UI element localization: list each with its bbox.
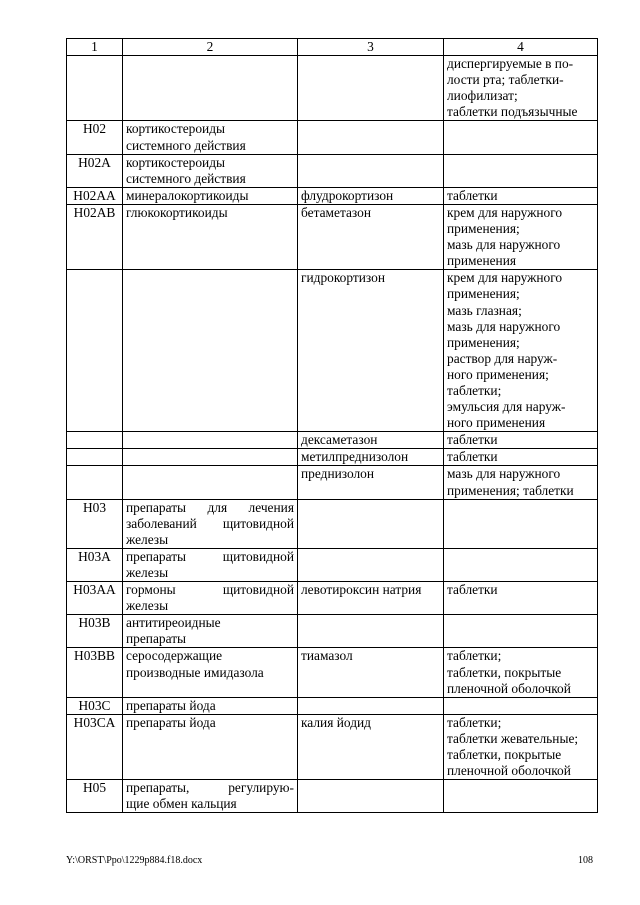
table-row bbox=[67, 432, 598, 449]
table-row bbox=[67, 697, 598, 714]
footer-file-path: Y:\ORST\Ppo\1229p884.f18.docx bbox=[66, 855, 203, 866]
group-name-cell-text: кортикостероиды системного действия bbox=[126, 121, 246, 153]
atc-code-cell bbox=[67, 780, 123, 813]
atc-code-cell-text: H05 bbox=[82, 780, 107, 796]
group-name-cell-text: препараты для лечения заболеваний щитовидной железы bbox=[126, 499, 294, 547]
table-row bbox=[67, 582, 598, 615]
dosage-form-cell-text: крем для наружного применения; мазь глазная; мазь для наружного применения; раствор для наруж- ного применения; таблетки; эмульсия для наруж- ного применения bbox=[447, 270, 566, 431]
drug-table bbox=[66, 38, 598, 813]
drug-name-cell bbox=[298, 204, 444, 269]
table-body bbox=[67, 56, 598, 813]
group-name-cell bbox=[123, 449, 298, 466]
drug-name-cell bbox=[298, 697, 444, 714]
atc-code-cell bbox=[67, 582, 123, 615]
dosage-form-cell-text: таблетки bbox=[447, 582, 498, 598]
dosage-form-cell bbox=[444, 466, 598, 499]
atc-code-cell bbox=[67, 648, 123, 697]
atc-code-cell bbox=[67, 56, 123, 121]
atc-code-cell-text: H03AA bbox=[73, 582, 116, 598]
group-name-cell-text: препараты йода bbox=[126, 714, 216, 730]
atc-code-cell bbox=[67, 615, 123, 648]
group-name-cell bbox=[123, 466, 298, 499]
dosage-form-cell bbox=[444, 56, 598, 121]
drug-name-cell-text: гидрокортизон bbox=[301, 270, 385, 286]
drug-name-cell-text: дексаметазон bbox=[301, 432, 378, 448]
group-name-cell bbox=[123, 714, 298, 779]
table-row bbox=[67, 449, 598, 466]
dosage-form-cell-text: таблетки bbox=[447, 187, 498, 203]
table-row bbox=[67, 499, 598, 548]
group-name-cell bbox=[123, 615, 298, 648]
group-name-cell bbox=[123, 432, 298, 449]
atc-code-cell bbox=[67, 432, 123, 449]
group-name-cell bbox=[123, 582, 298, 615]
drug-name-cell-text: бетаметазон bbox=[301, 204, 371, 220]
atc-code-cell bbox=[67, 154, 123, 187]
group-name-cell-text: препараты щитовидной железы bbox=[126, 548, 294, 580]
drug-name-cell bbox=[298, 548, 444, 581]
group-name-cell bbox=[123, 154, 298, 187]
atc-code-cell bbox=[67, 697, 123, 714]
atc-code-cell-text: H02AB bbox=[73, 204, 116, 220]
dosage-form-cell bbox=[444, 548, 598, 581]
atc-code-cell-text: H03BB bbox=[74, 648, 115, 664]
atc-code-cell bbox=[67, 466, 123, 499]
dosage-form-cell-text: таблетки; таблетки жевательные; таблетки, покрытые пленочной оболочкой bbox=[447, 714, 579, 779]
atc-code-cell bbox=[67, 121, 123, 154]
drug-name-cell-text: левотироксин натрия bbox=[301, 582, 422, 598]
header-col-3: 3 bbox=[298, 39, 444, 56]
atc-code-cell-text: H03B bbox=[78, 615, 111, 631]
table-row bbox=[67, 714, 598, 779]
page-number: 108 bbox=[578, 855, 593, 866]
table-row bbox=[67, 648, 598, 697]
drug-name-cell bbox=[298, 648, 444, 697]
dosage-form-cell-text: крем для наружного применения; мазь для наружного применения bbox=[447, 204, 563, 269]
dosage-form-cell-text: диспергируемые в по- лости рта; таблетки- лиофилизат; таблетки подъязычные bbox=[447, 56, 578, 120]
atc-code-cell-text: H02AA bbox=[73, 187, 116, 203]
dosage-form-cell bbox=[444, 582, 598, 615]
header-col-2: 2 bbox=[123, 39, 298, 56]
dosage-form-cell bbox=[444, 121, 598, 154]
group-name-cell bbox=[123, 780, 298, 813]
dosage-form-cell bbox=[444, 449, 598, 466]
group-name-cell-text: кортикостероиды системного действия bbox=[126, 154, 246, 186]
atc-code-cell bbox=[67, 499, 123, 548]
drug-name-cell bbox=[298, 270, 444, 432]
group-name-cell bbox=[123, 56, 298, 121]
atc-code-cell bbox=[67, 548, 123, 581]
drug-name-cell bbox=[298, 499, 444, 548]
group-name-cell bbox=[123, 548, 298, 581]
group-name-cell bbox=[123, 204, 298, 269]
group-name-cell bbox=[123, 270, 298, 432]
group-name-cell bbox=[123, 697, 298, 714]
dosage-form-cell bbox=[444, 154, 598, 187]
group-name-cell-text: минералокортикоиды bbox=[126, 187, 249, 203]
table-row bbox=[67, 154, 598, 187]
atc-code-cell bbox=[67, 187, 123, 204]
drug-name-cell-text: метилпреднизолон bbox=[301, 449, 409, 465]
drug-name-cell bbox=[298, 432, 444, 449]
drug-name-cell bbox=[298, 121, 444, 154]
atc-code-cell-text: H03A bbox=[78, 548, 111, 564]
dosage-form-cell-text: таблетки bbox=[447, 449, 498, 465]
atc-code-cell-text: H02A bbox=[78, 154, 111, 170]
header-row bbox=[67, 39, 598, 56]
dosage-form-cell bbox=[444, 615, 598, 648]
atc-code-cell-text: H03 bbox=[82, 499, 107, 515]
group-name-cell-text: антитиреоидные препараты bbox=[126, 615, 221, 647]
table-row bbox=[67, 548, 598, 581]
group-name-cell bbox=[123, 499, 298, 548]
table-row bbox=[67, 187, 598, 204]
dosage-form-cell bbox=[444, 187, 598, 204]
group-name-cell-text: препараты, регулирую- щие обмен кальция bbox=[126, 780, 294, 812]
group-name-cell-text: гормоны щитовидной железы bbox=[126, 582, 294, 614]
atc-code-cell-text: H03C bbox=[78, 697, 111, 713]
atc-code-cell-text: H03CA bbox=[73, 714, 116, 730]
table-row bbox=[67, 615, 598, 648]
dosage-form-cell-text: таблетки bbox=[447, 432, 498, 448]
dosage-form-cell bbox=[444, 432, 598, 449]
group-name-cell bbox=[123, 121, 298, 154]
drug-name-cell bbox=[298, 780, 444, 813]
table-row bbox=[67, 56, 598, 121]
header-col-4: 4 bbox=[444, 39, 598, 56]
table-row bbox=[67, 466, 598, 499]
table-row bbox=[67, 204, 598, 269]
dosage-form-cell bbox=[444, 780, 598, 813]
atc-code-cell-text: H02 bbox=[82, 121, 107, 137]
group-name-cell bbox=[123, 648, 298, 697]
drug-name-cell bbox=[298, 582, 444, 615]
group-name-cell-text: глюкокортикоиды bbox=[126, 204, 228, 220]
group-name-cell-text: препараты йода bbox=[126, 697, 216, 713]
dosage-form-cell bbox=[444, 204, 598, 269]
drug-name-cell bbox=[298, 56, 444, 121]
table-row bbox=[67, 780, 598, 813]
header-col-1: 1 bbox=[67, 39, 123, 56]
group-name-cell-text: серосодержащие производные имидазола bbox=[126, 648, 264, 680]
drug-name-cell bbox=[298, 466, 444, 499]
atc-code-cell bbox=[67, 714, 123, 779]
table-row bbox=[67, 270, 598, 432]
dosage-form-cell-text: таблетки; таблетки, покрытые пленочной оболочкой bbox=[447, 648, 571, 696]
dosage-form-cell bbox=[444, 697, 598, 714]
drug-name-cell-text: калия йодид bbox=[301, 714, 371, 730]
group-name-cell bbox=[123, 187, 298, 204]
drug-name-cell bbox=[298, 154, 444, 187]
drug-name-cell-text: флудрокортизон bbox=[301, 187, 394, 203]
table-row bbox=[67, 121, 598, 154]
atc-code-cell bbox=[67, 449, 123, 466]
drug-name-cell bbox=[298, 449, 444, 466]
dosage-form-cell bbox=[444, 648, 598, 697]
dosage-form-cell bbox=[444, 270, 598, 432]
drug-name-cell bbox=[298, 615, 444, 648]
drug-name-cell bbox=[298, 714, 444, 779]
drug-name-cell-text: преднизолон bbox=[301, 466, 375, 482]
drug-name-cell bbox=[298, 187, 444, 204]
dosage-form-cell bbox=[444, 499, 598, 548]
dosage-form-cell-text: мазь для наружного применения; таблетки bbox=[447, 466, 574, 498]
atc-code-cell bbox=[67, 270, 123, 432]
dosage-form-cell bbox=[444, 714, 598, 779]
atc-code-cell bbox=[67, 204, 123, 269]
drug-name-cell-text: тиамазол bbox=[301, 648, 353, 664]
